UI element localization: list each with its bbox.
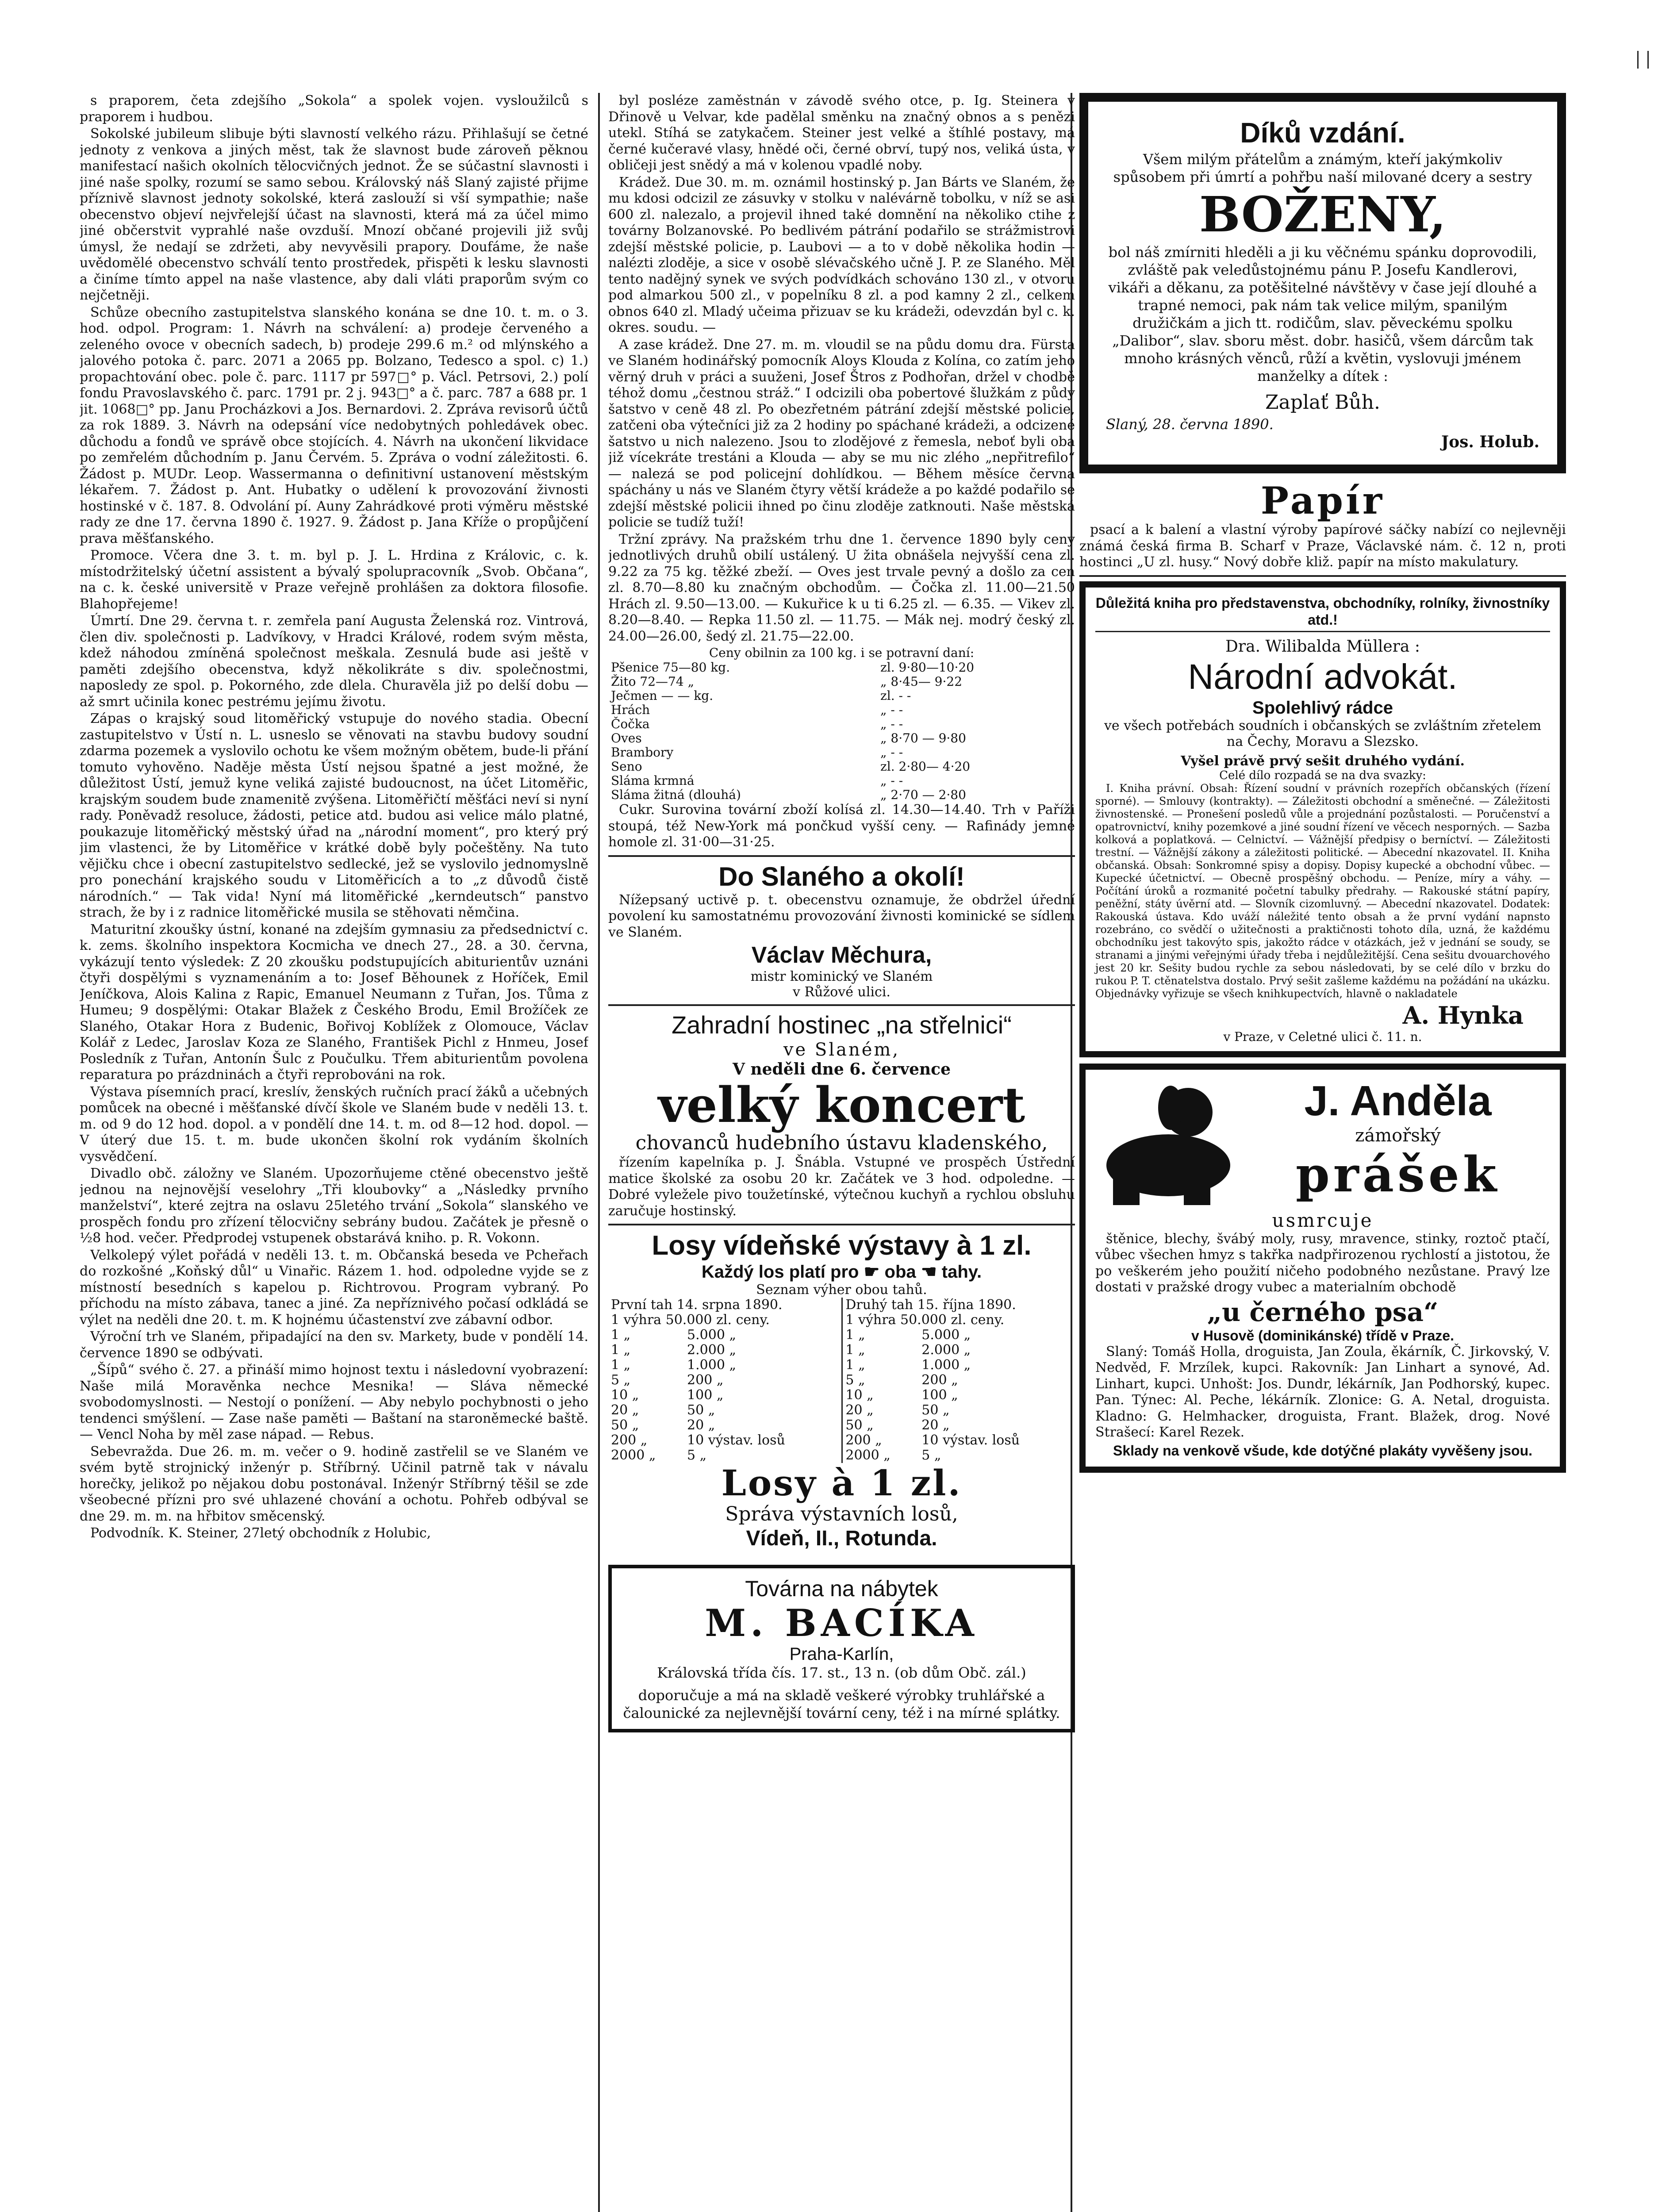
cell: 20 „ — [921, 1417, 950, 1433]
cell: 2.000 „ — [687, 1342, 736, 1358]
ad-publisher: A. Hynka — [1402, 1001, 1524, 1029]
cell: 1 „ — [611, 1357, 631, 1373]
ad-body: štěnice, blechy, švábý moly, rusy, mravence, stinky, roztoč ptačí, vůbec všechen hmyz s takřka nadpřirozenou rychlostí a jistotou, že po veškerém jeho použití ničeho podobného nezůstane. Pravý lze dostati v pražské drogy vubec a materialním obchodě — [1095, 1231, 1550, 1295]
cell: 10 „ — [611, 1387, 639, 1403]
ad-publisher-address: v Praze, v Celetné ulici č. 11. n. — [1223, 1029, 1422, 1044]
ad-body: psací a k balení a vlastní výroby papírové sáčky nabízí co nejlevněji známá česká firma B. Scharf v Praze, Václavské nám. č. 12 n, proti hostinci „U zl. husy.“ Nový dobře kliž. papír na místo makulatury. — [1079, 522, 1566, 570]
ad-price: Losy à 1 zl. — [721, 1462, 962, 1504]
ad-addr: Královská třída čís. 17. st., 13 n. (ob dům Obč. zál.) — [657, 1664, 1026, 1681]
price-item: Sláma krmná — [611, 773, 695, 788]
article-promoce: Promoce. Včera dne 3. t. m. byl p. J. L. Hrdina z Královic, c. k. místodržitelský účetní assistent a bývalý spolupracovník „Svob. Občana“, na c. k. české universitě v Praze veřejně prohlášen za doktora filosofie. Blahopřejeme! — [80, 548, 588, 612]
lots-head-a: První tah 14. srpna 1890. — [611, 1297, 783, 1313]
article-steiner: byl posléze zaměstnán v závodě svého otce, p. Ig. Steinera v Dřinově u Velvar, kde padělal směnku na značný obnos a s penězi utekl. Stíhá se zatykačem. Steiner jest velké a štíhlé postavy, má černé kučeravé vlasy, hnědé oči, černé obrví, tupý nos, veliká ústa, v obličeji jest snědý a má v kolenou vpadlé noby. — [608, 93, 1075, 173]
cell: 5 „ — [921, 1448, 941, 1463]
ad-title2: zámořský — [1355, 1125, 1441, 1146]
ad-sub: chovanců hudebního ústavu kladenského, — [635, 1132, 1048, 1154]
table-row — [608, 1343, 1075, 1358]
cell: 1.000 „ — [921, 1357, 971, 1373]
cell: 200 „ — [611, 1432, 648, 1448]
article-schuze: Schůze obecního zastupitelstva slanského konána se dne 10. t. m. o 3. hod. odpol. Program: 1. Návrh na schválení: a) prodeje červeného a zeleného ovoce v obecních sadech, b) prodeje 299.6 m.² od mlýnského a jalového potoka č. parc. 2071 a 2065 pp. Bolzano, Tedesco a spol. c) 1.) propachtování obec. pole č. parc. 1117 pr 597□° p. Václ. Petrsovi, 2.) polí fondu Pravoslavského č. parc. 1791 pr. 2 j. 943□° a č. parc. 787 a 688 pr. 1 jit. 1068□° pp. Janu Procházkovi a Jos. Bernardovi. 2. Zpráva revisorů účtů za rok 1889. 3. Návrh na odepsání více nedobytných pohledávek obec. důchodu a fondů ve správě obce stojících. 4. Návrh na ukončení likvidace po zemřelém důchodním p. Janu Červém. 5. Zpráva o vodní záležitosti. 6. Žádost p. MUDr. Leop. Wassermanna o definitivní ustanovení městským lékařem. 7. Žádost p. Ant. Hubatky o udělení k provozování živnosti hostinské v č. 187. 8. Odvolání pí. Auny Zahrádkové proti výměru městské rady ze dne 17. června 1890 č. 1927. 9. Žádost p. Jana Kříže o propůjčení prava měšťanského. — [80, 304, 588, 546]
ad-title: Továrna na nábytek — [745, 1576, 938, 1601]
ad-title: Národní advokát. — [1188, 657, 1458, 696]
ad-banner: Důležitá kniha pro představenstva, obchodníky, rolníky, živnostníky atd.! — [1095, 595, 1550, 632]
ad-author: Dra. Wilibalda Müllera : — [1225, 637, 1420, 656]
article-podvodnik: Podvodník. K. Steiner, 27letý obchodník z Holubic, — [90, 1525, 431, 1541]
cell: 20 „ — [842, 1403, 919, 1418]
ad-title: Do Slaného a okolí! — [718, 861, 965, 891]
price-value: „ - - — [880, 745, 903, 760]
table-row — [608, 1358, 1075, 1373]
cell: 5 „ — [611, 1372, 631, 1388]
table-row — [608, 1403, 1075, 1418]
ad-verb: usmrcuje — [1272, 1209, 1374, 1231]
divider — [608, 855, 1075, 857]
cell: 5 „ — [842, 1373, 919, 1388]
price-item: Seno — [611, 759, 642, 774]
ad-headline: velký koncert — [658, 1076, 1025, 1133]
ad-advokat — [1079, 581, 1566, 1057]
divider — [608, 1224, 1075, 1225]
table-row — [608, 760, 1075, 774]
article-trzni-zpravy: Tržní zprávy. Na pražském trhu dne 1. července 1890 byly ceny jednotlivých druhů obilí ustálený. U žita obnášela nejvyšší cena zl. 9.22 za 75 kg. těžké zbeží. — Oves jest trvale pevný a došlo za cen zl. 8.70—8.80 ku značným obchodům. — Čočka zl. 11.00—21.50 Hrách zl. 9.50—13.00. — Kukuřice k u ti 6.25 zl. — 6.35. — Vikev zl. 8.20—8.40. — Repka 11.50 zl. — 11.75. — Mák nej. modrý český zl. 24.00—26.00, šedý zl. 21.75—22.00. — [608, 531, 1075, 644]
ad-body: doporučuje a má na skladě veškeré výrobky truhlářské a čalounické za nejlevnější tovární ceny, též i na mírné splátky. — [623, 1687, 1060, 1721]
cell: 10 „ — [842, 1388, 919, 1403]
ad-city: Praha-Karlín, — [789, 1644, 894, 1664]
article-zase-kradez: A zase krádež. Dne 27. m. m. vloudil se na půdu domu dra. Fürsta ve Slaném hodinářský pomocník Aloys Klouda z Kolína, co zatím jeho věrný druh v práci a suuženi, Josef Štros z Podhořan, držel v chodbě téhož domu „čestnou stráž.“ I odcizili oba pobertové šlužkám z půdy šatstvo v ceně 48 zl. Po obezřetném pátrání zdejší městské policie, zatčeni oba výtečníci již za 2 hodiny po spáchané krádeži, a odcizené šatstvo u nich nalezeno. Jsou to zlodějové z řemesla, neboť byli oba již vícekráte trestáni a Klouda — aby se mu nic zlého „nepřitrefilo“ — nalezá se pod policejní dohlídkou. — Během měsíce června spáchány u nás ve Slaném čtyry větší krádeže a po každé podařilo se zdejší městské policii ihned po činu zloděje zatknouti. Naše městská policie se tudíž tuží! — [608, 337, 1075, 530]
column-rule-1 — [598, 93, 600, 2212]
ad-losy — [608, 1230, 1075, 1551]
ad-footer: Sklady na venkově všude, kde dotýčné plakáty vyvěšeny jsou. — [1113, 1442, 1532, 1459]
ad-title: Papír — [1260, 479, 1385, 522]
cell: 1 „ — [842, 1358, 919, 1373]
notice-title: Díků vzdání. — [1240, 117, 1405, 149]
ad-issued: Vyšel právě prvý sešit druhého vydání. — [1181, 753, 1465, 769]
price-header: Ceny obilnin za 100 kg. i se potravní daní: — [709, 645, 975, 660]
price-item: Brambory — [611, 745, 674, 760]
price-value: „ - - — [880, 703, 903, 717]
cell: 2.000 „ — [921, 1342, 971, 1358]
article-vystava: Výstava písemních prací, kreslív, ženských ručních prací žáků a učebných pomůcek na obecné i měšťanské dívčí škole ve Slaném bude v neděli 13. t. m. od 9 do 12 hod. dopol. a v pondělí dne 14. t. m. od 8—12 hod. dopol. — V úterý due 15. t. m. bude ukončen školní rok vydáním školních vysvědčení. — [80, 1084, 588, 1164]
news-column-1 — [80, 93, 588, 2212]
cell: 2000 „ — [842, 1448, 919, 1463]
ad-sell: Správa výstavních losů, — [725, 1503, 958, 1525]
ad-title3: prášek — [1295, 1145, 1501, 1203]
ad-body: Nížepsaný uctivě p. t. obecenstvu oznamuje, že obdržel úřední povolení ku samostatnému provozování živnosti kominické se sídlem ve Slaném. — [608, 892, 1075, 940]
lots-first-a: 1 výhra 50.000 zl. ceny. — [611, 1312, 770, 1328]
table-row — [608, 1298, 1075, 1313]
price-item: Žito 72—74 „ — [611, 674, 695, 689]
ad-koncert — [608, 1010, 1075, 1219]
cell: 50 „ — [842, 1418, 919, 1433]
ad-andela — [1079, 1064, 1566, 1473]
cell: 100 „ — [687, 1387, 724, 1403]
table-row — [608, 1388, 1075, 1403]
notice-diku — [1079, 93, 1566, 473]
cell: 1 „ — [842, 1328, 919, 1343]
ad-place: ve Slaném, — [783, 1040, 900, 1060]
divider — [608, 1004, 1075, 1006]
ad-title: Zahradní hostinec „na střelnici“ — [672, 1011, 1012, 1039]
table-row — [608, 1373, 1075, 1388]
ads-column-3 — [1079, 93, 1566, 2212]
table-row — [608, 1313, 1075, 1328]
table-row — [608, 675, 1075, 689]
cell: 200 „ — [842, 1433, 919, 1448]
table-row — [608, 1418, 1075, 1433]
notice-thanks: Zaplať Bůh. — [1265, 391, 1380, 414]
news-column-2 — [608, 93, 1075, 2212]
article-divadlo: Divadlo obč. záložny ve Slaném. Upozorňujeme ctěné obecenstvo ještě jednou na nejnovější veselohry „Tři kloubovky“ a „Následky prvního manželství“, které zejtra na oslavu 25letého trvání „Sokola“ slanského ve prospěch fondu pro zřízení tělocvičny sebrány budou. Začátek je přesně o ½8 hod. večer. Předprodej vstupenek obstarává kniho. p. R. Vokonn. — [80, 1166, 588, 1246]
price-value: zl. 9·80—10·20 — [880, 660, 975, 675]
cell: 1 „ — [611, 1342, 631, 1358]
article-maturitni: Maturitní zkoušky ústní, konané na zdejším gymnasiu za předsednictví c. k. zems. školního inspektora Kocmicha ve dnech 27., 28. a 30. června, vykázují tento výsledek: Z 20 zkoušku podstupujících abiturientův uznáni čtyři dospělými s vyznamenáním a to: Josef Běhounek z Hoříček, Emil Jeníčkova, Alois Kalina z Rapic, Emanuel Neumann z Tuřan, Jos. Tůma z Humeu; 9 dospělými: Otakar Blažek z Českého Brodu, Emil Brožíček ze Slaného, Otakar Hora z Budenic, Bořivoj Koblížek z Olomouce, Václav Kolář z Ledec, Jaroslav Koza ze Slaného, František Pichl z Hnmeu, Josef Posledník z Tuřan, Antonín Šulc z Poučulku. Třem abiturientům povolena reparatura po prázdninách a čtyři reprobováni na rok. — [80, 922, 588, 1083]
price-item: Čočka — [611, 717, 650, 731]
article-sokol-jubileum: Sokolské jubileum slibuje býti slavností velkého rázu. Přihlašují se četné jednoty z venkova a jiných měst, tak že slavnost bude zároveň pěknou manifestací našich okolních tělocvičných jednot. Že se súčastní slavnosti i jiné naše spolky, rozumí se samo sebou. Královský náš Slaný zajisté přijme příznivě slavnost jednoty sokolské, která zaslouží si vší sympathie; naše obecenstvo objeví nejvřelejší účast na slavnosti, která má za účel mimo jiné občerstvit vyprahlé naše ovzduší. Mnozí občané projevili již svůj úmysl, že nedají se zdržeti, aby nevyvěsili prapory. Doufáme, že naše uvědomělé obecenstvo schválí tento prostředek, přispěti k lesku slavnosti a činíme tímto appel na naše vlastence, aby dali vláti praporům svým co nejčetněji. — [80, 126, 588, 303]
ad-papir — [1079, 480, 1566, 571]
ad-desc: ve všech potřebách soudních i občanských se zvláštním zřetelem na Čechy, Moravu a Slezsko. — [1104, 718, 1542, 749]
cell: 20 „ — [611, 1402, 639, 1418]
ad-sub2: Seznam výher obou tahů. — [756, 1282, 927, 1298]
ad-title1: J. Anděla — [1304, 1077, 1492, 1125]
ad-bacik — [608, 1565, 1075, 1732]
ad-name: M. BACÍKA — [705, 1601, 979, 1645]
table-row — [608, 1433, 1075, 1448]
lots-table — [608, 1298, 1075, 1463]
price-value: zl. - - — [880, 688, 911, 703]
article-vylet: Velkolepý výlet pořádá v neděli 13. t. m. Občanská beseda ve Pcheřach do rozkošné „Koňský důl“ u Vinařic. Rázem 1. hod. odpoledne vyjde se z místností besedních s kapelou p. Richtrovou. Program vybraný. Po příchodu na místo zábava, tanec a jiné. Za nepříznivého počasí odkládá se výlet na neděli dne 20. t. m. K hojnému účastenství zve zábavní odbor. — [80, 1247, 588, 1328]
cell: 200 „ — [687, 1372, 724, 1388]
dog-illustration-icon — [1095, 1077, 1241, 1210]
price-value: „ 8·45— 9·22 — [880, 674, 963, 689]
article-cukr: Cukr. Surovina tovární zboží kolísá zl. 14.30—14.40. Trh v Paříži stoupá, též New-York má pončkud vyšší ceny. — Rafinády jemné homole zl. 31·00—31·25. — [608, 802, 1075, 850]
notice-signature: Jos. Holub. — [1441, 433, 1539, 451]
cell: 5.000 „ — [687, 1327, 736, 1343]
article-trh: Výroční trh ve Slaném, připadající na den sv. Markety, bude v pondělí 14. července 1890 se odbývati. — [80, 1329, 588, 1361]
notice-body1: Všem milým přátelům a známým, kteří jakýmkoliv spůsobem při úmrtí a pohřbu naší milované dcery a sestry — [1113, 151, 1532, 185]
cell: 10 výstav. losů — [921, 1432, 1020, 1448]
lots-head-b: Druhý tah 15. října 1890. — [842, 1298, 1075, 1313]
ad-sub1: Každý los platí pro ☛ oba ☚ tahy. — [701, 1262, 982, 1282]
price-value: „ - - — [880, 773, 903, 788]
table-row — [608, 689, 1075, 703]
cell: 5 „ — [687, 1448, 707, 1463]
ad-body: I. Kniha právní. Obsah: Řízení soudní v právních rozepřích občanských (řízení sporné). — Smlouvy (kontrakty). — Záležitosti obchodní a směnečné. — Záležitosti živnostenské. — Pronešení posledů vůle a projednání pozůstalosti. — Poručenství a opatrovnictví, knihy pozemkové a jiné soudní řízení ve věcech nesporných. — Sazba kolková a poplatková. — Celnictví. — Vážnější předpisy o berníctví. — Záležitosti trestní. — Vážnější zákony a záležitosti politické. — Abecední nkazovatel. II. Kniha občanská. Obsah: Sonkromné spisy a dopisy. Dopisy kupecké a obchodní vůbec. — Kupecké účetnictví. — Obecně prospěšný obchodu. — Peníze, míry a váhy. — Počítání úroků a rozmanité početní tabulky předrahy. — Rakouské státní papíry, peněžní, státy úvěrní atd. — Slovník cizomluvný. — Abecední nkazovatel. Dodatek: Rakouská ústava. Kdo uváží náležité tento obsah a že první vydání napnsto rozebráno, co svědčí o užitečnosti a praktičnosti tohoto díla, uzná, že každému obchodníku jest takovýto spis, jakožto rádce v otázkách, jež v jednání se soudy, se stranami a jinými veřejnými úřady třeba i nejdůležitější. Cena sešitu dvouarchového jest 20 kr. Sešity budou rychle za sebou následovati, by se celé dílo v brzku do rukou P. T. ctěnatelstva dostalo. Prvý sešit zašleme každému na požádání na ukázku. Objednávky vyřizuje se všech knihkupectvích, hlavně o nakladatele — [1095, 782, 1550, 1000]
table-row — [608, 788, 1075, 802]
price-table — [608, 661, 1075, 802]
table-row — [608, 1328, 1075, 1343]
article-krajsky-soud: Zápas o krajský soud litoměřický vstupuje do nového stadia. Obecní zastupitelstvo v Ústí n. L. usneslo se věnovati na stavbu budovy soudní zdarma pozemek a vyslovilo ochotu ke všem možným obětem, bude-li přání tomuto vyhověno. Naděje města Ústí nejsou špatné a jest možné, že důležitost Ústí, jemuž kyne veliká zajisté budoucnost, na účet Litoměřic, krajským soudem bude znamenitě zvýšena. Litoměřičtí měšťáci neví si nyní rady. Poněvadž resoluce, žádosti, petice atd. budou asi velice málo platné, poukazuje litoměřický městský úřad na „národní moment“, pro který prý jim vlastenci, že by Litoměřice v krátké době byly počeštěny. Na tuto vějičku chce i obecní zastupitelstvo sedlecké, jež se vyslovilo jednomyslně pro ponechání krajského soudu v Litoměřicích a to „z důvodů čistě národních.“ — Tak vida! Nyní má litoměřické „kerndeutsch“ panstvo strach, že by i z radnice litoměřické musila se stěhovati němčina. — [80, 711, 588, 920]
notice-body2: bol náš zmírniti hleděli a ji ku věčnému spánku doprovodili, zvláště pak veledůstojnému pánu P. Josefu Kandlerovi, vikáři a děkanu, za potěšitelné návštěvy v čase její dlouhé a trapné nemoci, pak nám tak velice milým, spanilým družičkám a jich tt. rodičům, slav. pěveckému spolku „Dalibor“, slav. sboru měst. dobr. hasičů, všem dárcům tak mnoho krásných věnců, růží a květin, vyslovuji jménem manželky a dítek : — [1108, 244, 1537, 384]
ad-body: řízením kapelníka p. J. Šnábla. Vstupné ve prospěch Ústřední matice školské za osobu 20 kr. Začátek ve 3 hod. odpoledne. — Dobré vyležele pivo toužetínské, výtečnou kuchyň a rychlou obsluhu zaručuje hostinský. — [608, 1155, 1075, 1219]
ad-name: Václav Měchura, — [751, 942, 932, 968]
price-value: zl. 2·80— 4·20 — [880, 759, 971, 774]
notice-name: BOŽENY, — [1199, 186, 1447, 243]
cell: 50 „ — [921, 1402, 950, 1418]
ad-dealers: Slaný: Tomáš Holla, droguista, Jan Zoula, ěkárník, Č. Jirkovský, V. Nedvěd, F. Mrzílek, kupci. Rakovník: Jan Linhart a synové, Ad. Linhart, kupci. Unhošt: Jos. Dundr, lékárník, Jan Podhorský, kupec. Pan. Týnec: Al. Peche, lékárník. Zlonice: G. A. Netal, droguista. Kladno: G. Helmhacker, droguista, Frant. Blažek, drog. Nové Strašecí: Karel Rezek. — [1095, 1344, 1550, 1440]
margin-mark — [1637, 51, 1649, 69]
cell: 10 výstav. losů — [687, 1432, 785, 1448]
lots-first-b: 1 výhra 50.000 zl. ceny. — [842, 1313, 1075, 1328]
cell: 50 „ — [687, 1402, 715, 1418]
cell: 20 „ — [687, 1417, 715, 1433]
table-row — [608, 745, 1075, 760]
cell: 1.000 „ — [687, 1357, 736, 1373]
article: s praporem, četa zdejšího „Sokola“ a spolek vojen. vysloužilců s praporem i hudbou. — [80, 93, 588, 125]
cell: 100 „ — [921, 1387, 958, 1403]
table-row — [608, 703, 1075, 717]
ad-parts: Celé dílo rozpadá se na dva svazky: — [1219, 768, 1426, 782]
article-sipy: „Šípů“ svého č. 27. a přináší mimo hojnost textu i následovní vyobrazení: Naše milá Moravěnka nechce Mesnika! — Sláva německé svobodomyslnosti. — Nestojí o ponížení. — Aby nebylo pochybnosti o jeho tendenci smýšlení. — Zase naše paměti — Baštaní na staroněmecké baště. — Vencl Noha by měl zase nápad. — Rebus. — [80, 1362, 588, 1442]
ad-mechura — [608, 861, 1075, 1000]
table-row — [608, 717, 1075, 731]
cell: 2000 „ — [611, 1448, 656, 1463]
cell: 1 „ — [842, 1343, 919, 1358]
price-item: Ječmen — — kg. — [611, 688, 714, 703]
ad-address: v Růžové ulici. — [793, 984, 890, 1000]
price-item: Hrách — [611, 703, 650, 717]
ad-shop-address: v Husově (dominikánské) třídě v Praze. — [1191, 1327, 1454, 1344]
price-value: „ 8·70 — 9·80 — [880, 731, 966, 745]
article-sebevrazda: Sebevražda. Due 26. m. m. večer o 9. hodině zastřelil se ve Slaném ve svém bytě strojnický inženýr p. Stříbrný. Učinil patrně tak v návalu horečky, jelikož po nějakou dobu postonával. Inženýr Stříbrný těšil se zde všeobecné přízni pro své uhlazené chování a ochotu. Pohřeb odbýval se dne 29. m. m. na hřbitov směcenský. — [80, 1444, 588, 1524]
price-item: Sláma žitná (dlouhá) — [611, 787, 741, 802]
cell: 1 „ — [611, 1327, 631, 1343]
ad-title: Losy vídeňské výstavy à 1 zl. — [652, 1230, 1032, 1261]
table-row — [608, 1448, 1075, 1463]
cell: 5.000 „ — [921, 1327, 971, 1343]
divider — [1079, 575, 1566, 577]
ad-sub: Spolehlivý rádce — [1252, 698, 1393, 718]
price-value: „ - - — [880, 717, 903, 731]
table-row — [608, 731, 1075, 745]
table-row — [608, 774, 1075, 788]
table-row — [608, 661, 1075, 675]
ad-shop: „u černého psa“ — [1207, 1297, 1439, 1327]
ad-date: V neděli dne 6. července — [732, 1060, 951, 1079]
cell: 200 „ — [921, 1372, 958, 1388]
price-item: Pšenice 75—80 kg. — [611, 660, 730, 675]
price-item: Oves — [611, 731, 642, 745]
article-umrti: Úmrtí. Dne 29. června t. r. zemřela paní Augusta Želenská roz. Vintrová, člen div. společnosti p. Ladvíkovy, v Hradci Králové, rodem svým města, kdež náhodou zmíněná společnost meškala. Zesnulá bude asi ještě v paměti zdejšího obecenstva, když několikráte s div. společnostmi, naposledy ze spol. p. Pokorného, zde dlela. Churavěla již po delší dobu — až smrt učinila konec pestrému jejímu životu. — [80, 613, 588, 710]
notice-date: Slaný, 28. června 1890. — [1106, 416, 1274, 433]
price-value: „ 2·70 — 2·80 — [880, 787, 966, 802]
ad-role: mistr kominický ve Slaném — [750, 969, 933, 984]
cell: 50 „ — [611, 1417, 639, 1433]
article-kradez: Krádež. Due 30. m. m. oznámil hostinský p. Jan Bárts ve Slaném, že mu kdosi odcizil ze zásuvky v stolku v nalévárně tobolku, v níž se asi 600 zl. nalezalo, a projevil ihned také domnění na několiko ctihe z továrny Bolzanovské. Po bedlivém pátrání podařilo se strážmistrovi zdejší městské policie, p. Laubovi — a to v době několika hodin — nalézti zloděje, a sice v osobě slévačského učně J. P. ze Slaného. Měl tento nadějný synek ve svých podvídkách schováno 130 zl., v otvoru pod almarkou 500 zl., v popelníku 8 zl. a pod kamny 2 zl., celkem obnos 640 zl. Mladý učeima přizuav se ku krádeži, odevzdán byl c. k. okres. soudu. — — [608, 174, 1075, 335]
ad-addr: Vídeň, II., Rotunda. — [746, 1527, 937, 1550]
